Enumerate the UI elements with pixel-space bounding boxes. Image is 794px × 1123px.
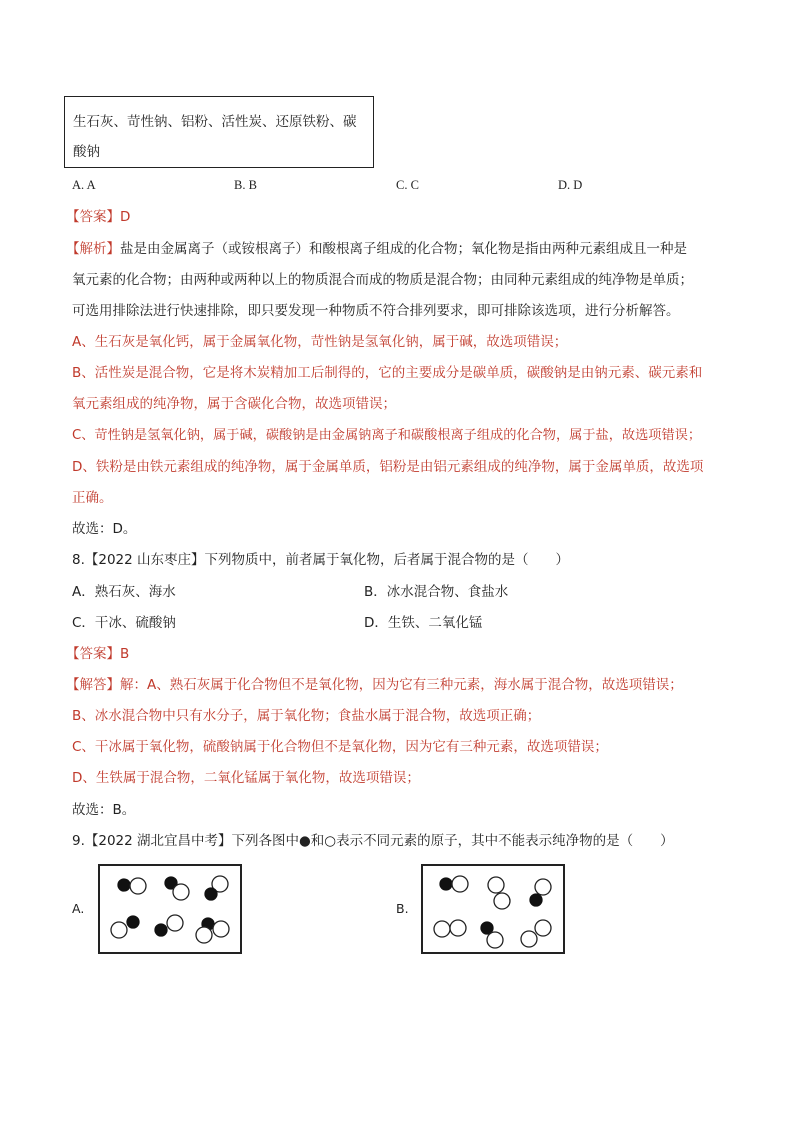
q9-option-b-label: B. bbox=[396, 901, 409, 916]
q7-conclusion: 故选：D。 bbox=[72, 521, 137, 537]
q8-option-d: D．生铁、二氧化锰 bbox=[364, 615, 483, 631]
q8-stem: 8.【2022 山东枣庄】下列物质中，前者属于氧化物，后者属于混合物的是（ ） bbox=[72, 552, 570, 568]
analysis-label: 【解答】 bbox=[66, 677, 120, 693]
q8-option-b: B．冰水混合物、食盐水 bbox=[364, 584, 509, 600]
q8-option-c: C．干冰、硫酸钠 bbox=[72, 615, 176, 631]
q7-explain-d-cont: 正确。 bbox=[72, 490, 113, 506]
answer-value: B bbox=[120, 646, 130, 662]
particle-diagram-b bbox=[423, 866, 563, 952]
white-atom bbox=[167, 915, 183, 931]
answer-value: D bbox=[120, 209, 131, 225]
q7-analysis-line-2: 氧元素的化合物；由两种或两种以上的物质混合而成的物质是混合物；由同种元素组成的纯净物是单质； bbox=[72, 272, 693, 288]
white-atom bbox=[487, 932, 503, 948]
white-atom bbox=[452, 876, 468, 892]
q7-analysis-line-1: 【解析】盐是由金属离子（或铵根离子）和酸根离子组成的化合物；氧化物是指由两种元素组成且一种是 bbox=[66, 241, 687, 257]
white-atom bbox=[111, 922, 127, 938]
q7-analysis-line-3: 可选用排除法进行快速排除，即只要发现一种物质不符合排列要求，即可排除该选项，进行分析解答。 bbox=[72, 303, 680, 319]
q8-analysis-line-1: 【解答】解：A、熟石灰属于化合物但不是氧化物，因为它有三种元素，海水属于混合物，故选项错误； bbox=[66, 677, 683, 693]
white-atom bbox=[494, 893, 510, 909]
black-atom bbox=[481, 922, 493, 934]
q7-option-a: A. A bbox=[72, 178, 96, 192]
black-atom bbox=[530, 894, 542, 906]
black-atom bbox=[127, 916, 139, 928]
white-atom bbox=[488, 877, 504, 893]
q7-explain-b-cont: 氧元素组成的纯净物，属于含碳化合物，故选项错误； bbox=[72, 396, 396, 412]
analysis-label: 【解析】 bbox=[66, 241, 120, 257]
white-atom bbox=[434, 921, 450, 937]
q9-diagram-a bbox=[98, 864, 242, 954]
q7-explain-d: D、铁粉是由铁元素组成的纯净物，属于金属单质，铝粉是由铝元素组成的纯净物，属于金属单质，故选项 bbox=[72, 459, 704, 475]
white-atom bbox=[213, 921, 229, 937]
black-atom bbox=[440, 878, 452, 890]
white-atom bbox=[535, 920, 551, 936]
white-atom bbox=[450, 920, 466, 936]
q9-diagram-b bbox=[421, 864, 565, 954]
answer-label: 【答案】 bbox=[66, 646, 120, 662]
black-atom bbox=[155, 924, 167, 936]
q9-stem: 9.【2022 湖北宜昌中考】下列各图中●和○表示不同元素的原子，其中不能表示纯净物的是（ ） bbox=[72, 833, 674, 849]
answer-label: 【答案】 bbox=[66, 209, 120, 225]
q7-option-b: B. B bbox=[234, 178, 257, 192]
q7-explain-c: C、苛性钠是氢氧化钠，属于碱，碳酸钠是由金属钠离子和碳酸根离子组成的化合物，属于盐，故选项错误； bbox=[72, 428, 702, 443]
q8-explain-b: B、冰水混合物中只有水分子，属于氧化物；食盐水属于混合物，故选项正确； bbox=[72, 708, 541, 724]
q9-option-a-label: A. bbox=[72, 901, 85, 916]
q7-option-d: D. D bbox=[558, 178, 583, 192]
q8-option-a: A．熟石灰、海水 bbox=[72, 584, 176, 600]
q8-explain-d: D、生铁属于混合物，二氧化锰属于氧化物，故选项错误； bbox=[72, 770, 420, 786]
q8-explain-c: C、干冰属于氧化物，硫酸钠属于化合物但不是氧化物，因为它有三种元素，故选项错误； bbox=[72, 739, 608, 755]
white-atom bbox=[130, 878, 146, 894]
white-atom bbox=[173, 884, 189, 900]
q8-conclusion: 故选：B。 bbox=[72, 802, 136, 818]
white-atom bbox=[535, 879, 551, 895]
q8-answer bbox=[66, 644, 129, 664]
q7-explain-b: B、活性炭是混合物，它是将木炭精加工后制得的，它的主要成分是碳单质，碳酸钠是由钠元素、碳元素和 bbox=[72, 365, 703, 381]
q7-explain-a: A、生石灰是氧化钙，属于金属氧化物，苛性钠是氢氧化钠，属于碱，故选项错误； bbox=[72, 334, 568, 350]
white-atom bbox=[196, 927, 212, 943]
black-atom bbox=[205, 888, 217, 900]
q7-answer bbox=[66, 207, 130, 227]
white-atom bbox=[521, 931, 537, 947]
particle-diagram-a bbox=[100, 866, 240, 952]
q7-option-c: C. C bbox=[396, 178, 419, 192]
black-atom bbox=[118, 879, 130, 891]
substance-list-box: 生石灰、苛性钠、铝粉、活性炭、还原铁粉、碳酸钠 bbox=[64, 96, 374, 168]
